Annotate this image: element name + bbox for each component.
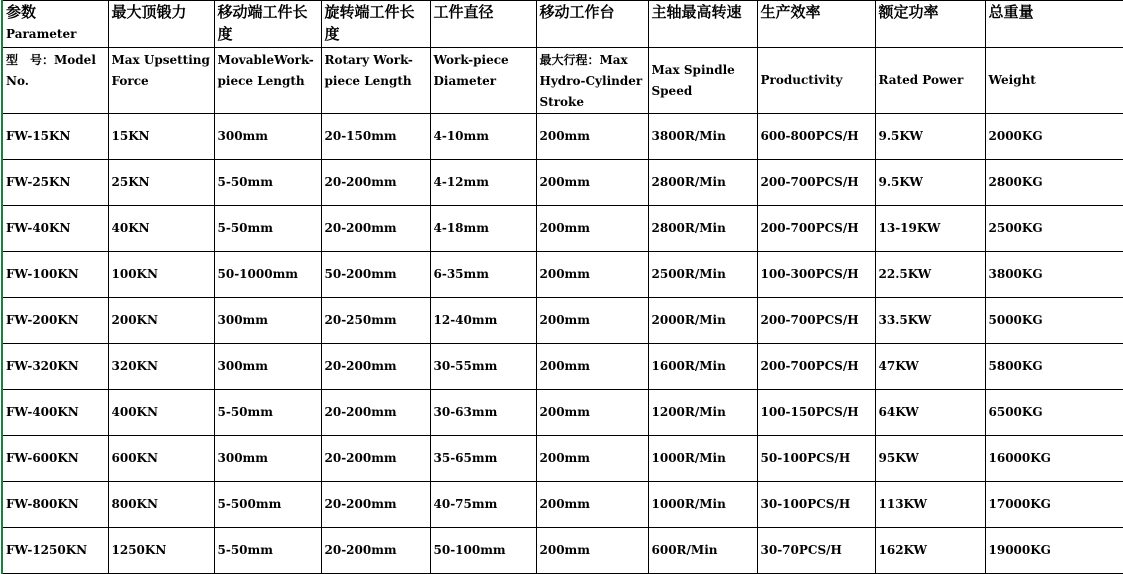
spec-cell: 20-200mm	[321, 206, 430, 252]
header-en-cell: Work-piece Diameter	[430, 48, 536, 114]
spec-cell: 200-700PCS/H	[757, 298, 875, 344]
header-en-cell: Rated Power	[875, 48, 985, 114]
spec-cell: 12-40mm	[430, 298, 536, 344]
spec-cell: 300mm	[214, 114, 321, 160]
spec-cell: 200mm	[536, 390, 648, 436]
spec-cell: 1600R/Min	[648, 344, 757, 390]
model-cell: FW-600KN	[2, 436, 108, 482]
table-row	[2, 482, 1123, 528]
header-zh-cell	[108, 1, 214, 48]
spec-cell: 9.5KW	[875, 114, 985, 160]
spec-cell: 20-200mm	[321, 436, 430, 482]
table-row	[2, 114, 1123, 160]
spec-cell: 2800R/Min	[648, 206, 757, 252]
spec-cell: 162KW	[875, 528, 985, 574]
spec-cell: 200mm	[536, 114, 648, 160]
table-row	[2, 344, 1123, 390]
spec-cell: 200mm	[536, 160, 648, 206]
header-zh-cell	[430, 1, 536, 48]
spec-cell: 47KW	[875, 344, 985, 390]
spec-cell: 600KN	[108, 436, 214, 482]
header-zh-text: 总重量	[988, 3, 1034, 21]
model-cell: FW-15KN	[2, 114, 108, 160]
spec-cell: 3800R/Min	[648, 114, 757, 160]
header-row-english	[2, 48, 1123, 114]
header-zh-cell	[321, 1, 430, 48]
spec-cell: 13-19KW	[875, 206, 985, 252]
spec-cell: 40-75mm	[430, 482, 536, 528]
spec-cell: 5-50mm	[214, 528, 321, 574]
spec-cell: 4-12mm	[430, 160, 536, 206]
header-zh-text: 主轴最高转速	[651, 3, 742, 21]
spec-cell: 300mm	[214, 298, 321, 344]
header-zh-cell	[214, 1, 321, 48]
spec-cell: 1000R/Min	[648, 482, 757, 528]
spec-cell: 2000R/Min	[648, 298, 757, 344]
spec-cell: 1200R/Min	[648, 390, 757, 436]
spec-cell: 200mm	[536, 344, 648, 390]
spec-cell: 800KN	[108, 482, 214, 528]
table-row	[2, 252, 1123, 298]
spec-cell: 2000KG	[985, 114, 1123, 160]
spec-cell: 3800KG	[985, 252, 1123, 298]
spec-cell: 600-800PCS/H	[757, 114, 875, 160]
table-row	[2, 436, 1123, 482]
header-zh-cell	[985, 1, 1123, 48]
header-zh-text: 移动工作台	[539, 3, 615, 21]
spec-cell: 20-250mm	[321, 298, 430, 344]
spec-cell: 100KN	[108, 252, 214, 298]
spec-cell: 113KW	[875, 482, 985, 528]
spec-cell: 200mm	[536, 252, 648, 298]
spec-cell: 4-18mm	[430, 206, 536, 252]
spec-cell: 5000KG	[985, 298, 1123, 344]
spec-cell: 2500KG	[985, 206, 1123, 252]
model-cell: FW-1250KN	[2, 528, 108, 574]
spec-cell: 200KN	[108, 298, 214, 344]
spec-cell: 100-150PCS/H	[757, 390, 875, 436]
spec-cell: 5-50mm	[214, 390, 321, 436]
spec-cell: 30-63mm	[430, 390, 536, 436]
spec-cell: 50-1000mm	[214, 252, 321, 298]
header-zh-cell	[536, 1, 648, 48]
spec-cell: 600R/Min	[648, 528, 757, 574]
spec-cell: 200mm	[536, 298, 648, 344]
table-row	[2, 390, 1123, 436]
spec-cell: 17000KG	[985, 482, 1123, 528]
spec-cell: 200mm	[536, 482, 648, 528]
spec-cell: 19000KG	[985, 528, 1123, 574]
header-en-cell: 最大行程：Max Hydro-Cylinder Stroke	[536, 48, 648, 114]
spec-cell: 50-100mm	[430, 528, 536, 574]
model-cell: FW-400KN	[2, 390, 108, 436]
spec-cell: 200mm	[536, 206, 648, 252]
header-zh-cell	[2, 1, 108, 48]
header-zh-text: 额定功率	[878, 3, 939, 21]
spec-cell: 2800R/Min	[648, 160, 757, 206]
spec-cell: 1000R/Min	[648, 436, 757, 482]
spec-cell: 300mm	[214, 436, 321, 482]
spec-table	[1, 0, 1123, 574]
table-row	[2, 528, 1123, 574]
spec-cell: 9.5KW	[875, 160, 985, 206]
header-zh-text: 旋转端工件长度	[324, 3, 415, 43]
model-cell: FW-800KN	[2, 482, 108, 528]
spec-cell: 5-50mm	[214, 206, 321, 252]
header-zh-cell	[648, 1, 757, 48]
header-zh-text: 最大顶锻力	[111, 3, 187, 21]
table-row	[2, 298, 1123, 344]
spec-cell: 50-200mm	[321, 252, 430, 298]
header-en-cell: 型 号：Model No.	[2, 48, 108, 114]
spec-cell: 20-200mm	[321, 160, 430, 206]
spec-cell: 320KN	[108, 344, 214, 390]
spec-cell: 20-200mm	[321, 482, 430, 528]
spec-cell: 5-50mm	[214, 160, 321, 206]
spec-cell: 100-300PCS/H	[757, 252, 875, 298]
header-en-cell: Max Spindle Speed	[648, 48, 757, 114]
spec-cell: 25KN	[108, 160, 214, 206]
header-en-cell: MovableWork-piece Length	[214, 48, 321, 114]
spec-cell: 20-200mm	[321, 528, 430, 574]
header-en-cell: Max Upsetting Force	[108, 48, 214, 114]
header-en-cell: Productivity	[757, 48, 875, 114]
spec-cell: 4-10mm	[430, 114, 536, 160]
spec-cell: 33.5KW	[875, 298, 985, 344]
header-en-cell: Weight	[985, 48, 1123, 114]
spec-cell: 5800KG	[985, 344, 1123, 390]
spec-cell: 30-70PCS/H	[757, 528, 875, 574]
spec-cell: 40KN	[108, 206, 214, 252]
spec-cell: 30-100PCS/H	[757, 482, 875, 528]
header-zh-text: 生产效率	[760, 3, 821, 21]
spec-cell: 200-700PCS/H	[757, 344, 875, 390]
header-en-cell: Rotary Work-piece Length	[321, 48, 430, 114]
spec-cell: 22.5KW	[875, 252, 985, 298]
spec-cell: 15KN	[108, 114, 214, 160]
spec-cell: 400KN	[108, 390, 214, 436]
header-zh-text: 工件直径	[433, 3, 494, 21]
model-cell: FW-320KN	[2, 344, 108, 390]
spec-cell: 64KW	[875, 390, 985, 436]
model-cell: FW-40KN	[2, 206, 108, 252]
model-cell: FW-100KN	[2, 252, 108, 298]
spec-cell: 6-35mm	[430, 252, 536, 298]
spec-cell: 95KW	[875, 436, 985, 482]
spec-cell: 5-500mm	[214, 482, 321, 528]
header-zh-cell	[875, 1, 985, 48]
spec-cell: 200mm	[536, 528, 648, 574]
spec-cell: 20-200mm	[321, 390, 430, 436]
spec-cell: 30-55mm	[430, 344, 536, 390]
model-cell: FW-25KN	[2, 160, 108, 206]
spec-cell: 200mm	[536, 436, 648, 482]
spec-cell: 300mm	[214, 344, 321, 390]
spec-cell: 50-100PCS/H	[757, 436, 875, 482]
spec-cell: 20-150mm	[321, 114, 430, 160]
header-zh-text: 参数	[6, 3, 37, 21]
table-row	[2, 160, 1123, 206]
spec-cell: 20-200mm	[321, 344, 430, 390]
spec-cell: 200-700PCS/H	[757, 160, 875, 206]
header-row-chinese	[2, 1, 1123, 48]
header-zh-cell	[757, 1, 875, 48]
spec-cell: 6500KG	[985, 390, 1123, 436]
model-cell: FW-200KN	[2, 298, 108, 344]
spec-cell: 200-700PCS/H	[757, 206, 875, 252]
spec-cell: 1250KN	[108, 528, 214, 574]
header-zh-text: 移动端工件长度	[217, 3, 308, 43]
table-row	[2, 206, 1123, 252]
spec-cell: 2800KG	[985, 160, 1123, 206]
spec-cell: 16000KG	[985, 436, 1123, 482]
header-zh-inline-en: Parameter	[6, 27, 77, 41]
spec-cell: 35-65mm	[430, 436, 536, 482]
spec-cell: 2500R/Min	[648, 252, 757, 298]
